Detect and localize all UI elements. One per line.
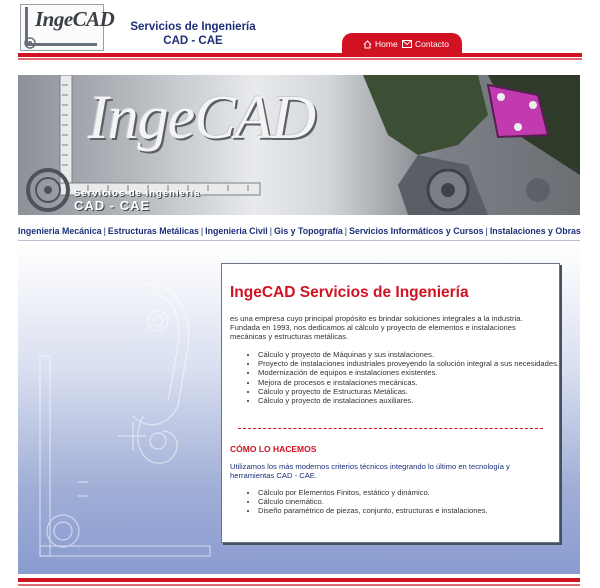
link-instalaciones-obras[interactable]: Instalaciones y Obras (489, 226, 581, 236)
banner-subtitle-line-1: Servicios de Ingeniería (74, 188, 201, 199)
hero-banner (18, 75, 580, 215)
nav-home-link[interactable] (363, 39, 398, 49)
tagline-line-2: CAD - CAE (163, 35, 223, 47)
methods-list (230, 488, 573, 516)
footer-divider-thin (18, 584, 580, 586)
link-estructuras-metalicas[interactable]: Estructuras Metálicas (107, 226, 199, 236)
content-intro: es una empresa cuyo principal propósito es brindar soluciones integrales a la industria. Fundada en 1993, nos dedicamos al cálculo y proyecto de elementos e instalaciones mecánicas y estructuras metálicas. (230, 314, 523, 342)
list-item: • Cálculo por Elementos Finitos, estático y dinámico. (258, 488, 573, 497)
tagline-line-1: Servicios de Ingeniería (130, 21, 256, 33)
list-item: • Cálculo cinemático. (258, 497, 573, 506)
link-separator: | (103, 226, 106, 236)
header-divider (18, 53, 582, 57)
how-section-intro: Utilizamos los más modernos criterios técnicos integrando lo último en tecnología y herramientas CAD - CAE. (230, 462, 510, 481)
list-item: • Cálculo y proyecto de Estructuras Metálicas. (258, 387, 573, 396)
link-separator: | (200, 226, 204, 236)
header-divider-thin (18, 58, 582, 60)
section-divider (238, 428, 543, 429)
header-tagline (118, 20, 268, 48)
list-item: • Mejora de procesos e instalaciones mecánicas. (258, 378, 573, 387)
content-panel (221, 263, 560, 543)
link-separator: | (344, 226, 348, 236)
envelope-icon (402, 40, 412, 48)
footer-divider (18, 578, 580, 582)
link-servicios-informaticos[interactable]: Servicios Informáticos y Cursos (349, 226, 484, 236)
nav-home-label: Home (375, 39, 398, 49)
home-icon (363, 40, 372, 49)
nav-contact-link[interactable] (402, 39, 449, 49)
nav-contact-label: Contacto (415, 39, 450, 49)
link-separator: | (485, 226, 488, 236)
link-ingenieria-mecanica[interactable]: Ingenieria Mecánica (18, 226, 102, 236)
link-gis-topografia[interactable]: Gis y Topografía (274, 226, 343, 236)
banner-subtitle (74, 188, 274, 212)
services-nav-divider (18, 240, 580, 241)
banner-title: IngeCAD (88, 84, 316, 152)
banner-subtitle-line-2: CAD - CAE (74, 198, 151, 213)
list-item: • Proyecto de instalaciones industriales proveyendo la solución integral a sus necesidades. (258, 359, 573, 368)
link-separator: | (269, 226, 273, 236)
logo-text: IngeCAD (35, 7, 115, 31)
list-item: • Modernización de equipos e instalaciones existentes. (258, 368, 573, 377)
list-item: • Cálculo y proyecto de Máquinas y sus instalaciones. (258, 350, 573, 359)
content-title: IngeCAD Servicios de Ingeniería (230, 284, 469, 301)
list-item: • Cálculo y proyecto de instalaciones auxiliares. (258, 396, 573, 405)
main-content-area (18, 246, 580, 574)
site-header (0, 0, 600, 62)
hook-drawing-illustration (18, 246, 218, 574)
services-list (230, 350, 573, 405)
link-ingenieria-civil[interactable]: Ingenieria Civil (205, 226, 268, 236)
services-nav (18, 226, 580, 240)
logo[interactable] (20, 4, 115, 51)
list-item: • Diseño paramétrico de piezas, conjunto, estructuras e instalaciones. (258, 506, 573, 515)
how-section-title: CÓMO LO HACEMOS (230, 444, 317, 454)
